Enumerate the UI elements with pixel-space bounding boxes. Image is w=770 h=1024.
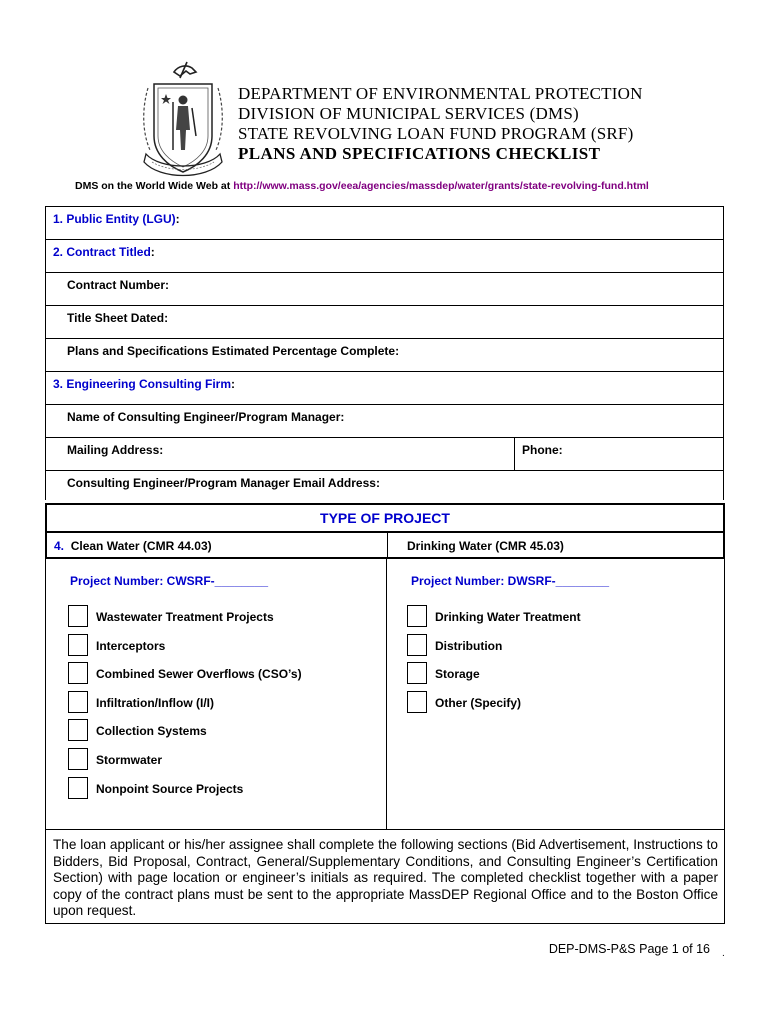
drinking-water-label: Drinking Water (CMR 45.03) <box>407 539 564 553</box>
dw-item-label: Drinking Water Treatment <box>435 610 581 624</box>
contract-number-label: Contract Number: <box>67 278 170 292</box>
row-title-sheet[interactable] <box>46 306 723 339</box>
website-prefix: DMS on the World Wide Web at <box>75 180 234 192</box>
page-footer: DEP-DMS-P&S Page 1 of 16 <box>548 942 710 956</box>
mailing-address-label: Mailing Address: <box>67 443 164 457</box>
cw-item-label: Wastewater Treatment Projects <box>96 610 274 624</box>
project-type-checklist <box>45 559 725 829</box>
massachusetts-seal-icon <box>140 58 226 180</box>
checkbox[interactable] <box>407 662 427 684</box>
row-engineer-name[interactable] <box>46 405 723 438</box>
cw-item-label: Collection Systems <box>96 724 207 738</box>
clean-water-label: 4. Clean Water (CMR 44.03) <box>54 539 212 553</box>
page-title: PLANS AND SPECIFICATIONS CHECKLIST <box>238 144 601 163</box>
header-department: DEPARTMENT OF ENVIRONMENTAL PROTECTION <box>238 84 643 103</box>
cw-item-label: Combined Sewer Overflows (CSO’s) <box>96 667 302 681</box>
type-of-project-title: TYPE OF PROJECT <box>320 510 450 526</box>
row-percent-complete[interactable] <box>46 339 723 372</box>
dw-item-label: Storage <box>435 667 480 681</box>
checkbox[interactable] <box>68 748 88 770</box>
website-link[interactable]: http://www.mass.gov/eea/agencies/massdep/water/grants/state-revolving-fund.html <box>233 180 649 192</box>
checkbox[interactable] <box>407 691 427 713</box>
checkbox[interactable] <box>407 605 427 627</box>
row-contract-number[interactable] <box>46 273 723 306</box>
row-public-entity[interactable] <box>46 207 723 240</box>
project-info-form <box>45 206 724 500</box>
email-label: Consulting Engineer/Program Manager Email Address: <box>67 476 380 490</box>
cw-item-label: Interceptors <box>96 639 166 653</box>
cw-item-label: Infiltration/Inflow (I/I) <box>96 696 214 710</box>
checkbox[interactable] <box>407 634 427 656</box>
type-of-project-header <box>45 503 725 533</box>
checkbox[interactable] <box>68 662 88 684</box>
header-division: DIVISION OF MUNICIPAL SERVICES (DMS) <box>238 104 579 123</box>
dw-project-number: Project Number: DWSRF-________ <box>411 574 610 588</box>
cw-project-number: Project Number: CWSRF-________ <box>70 574 269 588</box>
row-mailing-address[interactable] <box>46 438 723 471</box>
cw-item-label: Stormwater <box>96 753 163 767</box>
checkbox[interactable] <box>68 605 88 627</box>
phone-label: Phone: <box>522 443 563 457</box>
column-divider <box>387 533 388 557</box>
dw-item-label: Other (Specify) <box>435 696 522 710</box>
checkbox[interactable] <box>68 719 88 741</box>
phone-divider <box>514 438 515 470</box>
checklist-column-divider <box>386 559 387 829</box>
checkbox[interactable] <box>68 777 88 799</box>
footer-mark: . <box>722 948 725 959</box>
row-email[interactable] <box>46 471 723 501</box>
dw-item-label: Distribution <box>435 639 503 653</box>
instructions-paragraph: The loan applicant or his/her assignee shall complete the following sections (Bid Advertisement, Instructions to Bidders, Bid Proposal, Contract, General/Supplementary Conditions, and Consulting Engineer’s Certification Section) with page location or engineer’s initials as required. The completed checklist together with a paper copy of the contract plans must be sent to the appropriate MassDEP Regional Office and to the Boston Office upon request. <box>45 829 725 924</box>
contract-titled-label: 2. Contract Titled: <box>53 245 155 259</box>
website-line <box>75 180 649 192</box>
title-sheet-label: Title Sheet Dated: <box>67 311 169 325</box>
checkbox[interactable] <box>68 691 88 713</box>
checkbox[interactable] <box>68 634 88 656</box>
row-engineering-firm[interactable] <box>46 372 723 405</box>
water-type-row <box>45 531 725 559</box>
public-entity-label: 1. Public Entity (LGU): <box>53 212 180 226</box>
engineer-name-label: Name of Consulting Engineer/Program Manager: <box>67 410 345 424</box>
percent-complete-label: Plans and Specifications Estimated Percentage Complete: <box>67 344 400 358</box>
header-program: STATE REVOLVING LOAN FUND PROGRAM (SRF) <box>238 124 634 143</box>
cw-item-label: Nonpoint Source Projects <box>96 782 244 796</box>
header-block <box>238 84 643 164</box>
engineering-firm-label: 3. Engineering Consulting Firm: <box>53 377 236 391</box>
row-contract-titled[interactable] <box>46 240 723 273</box>
